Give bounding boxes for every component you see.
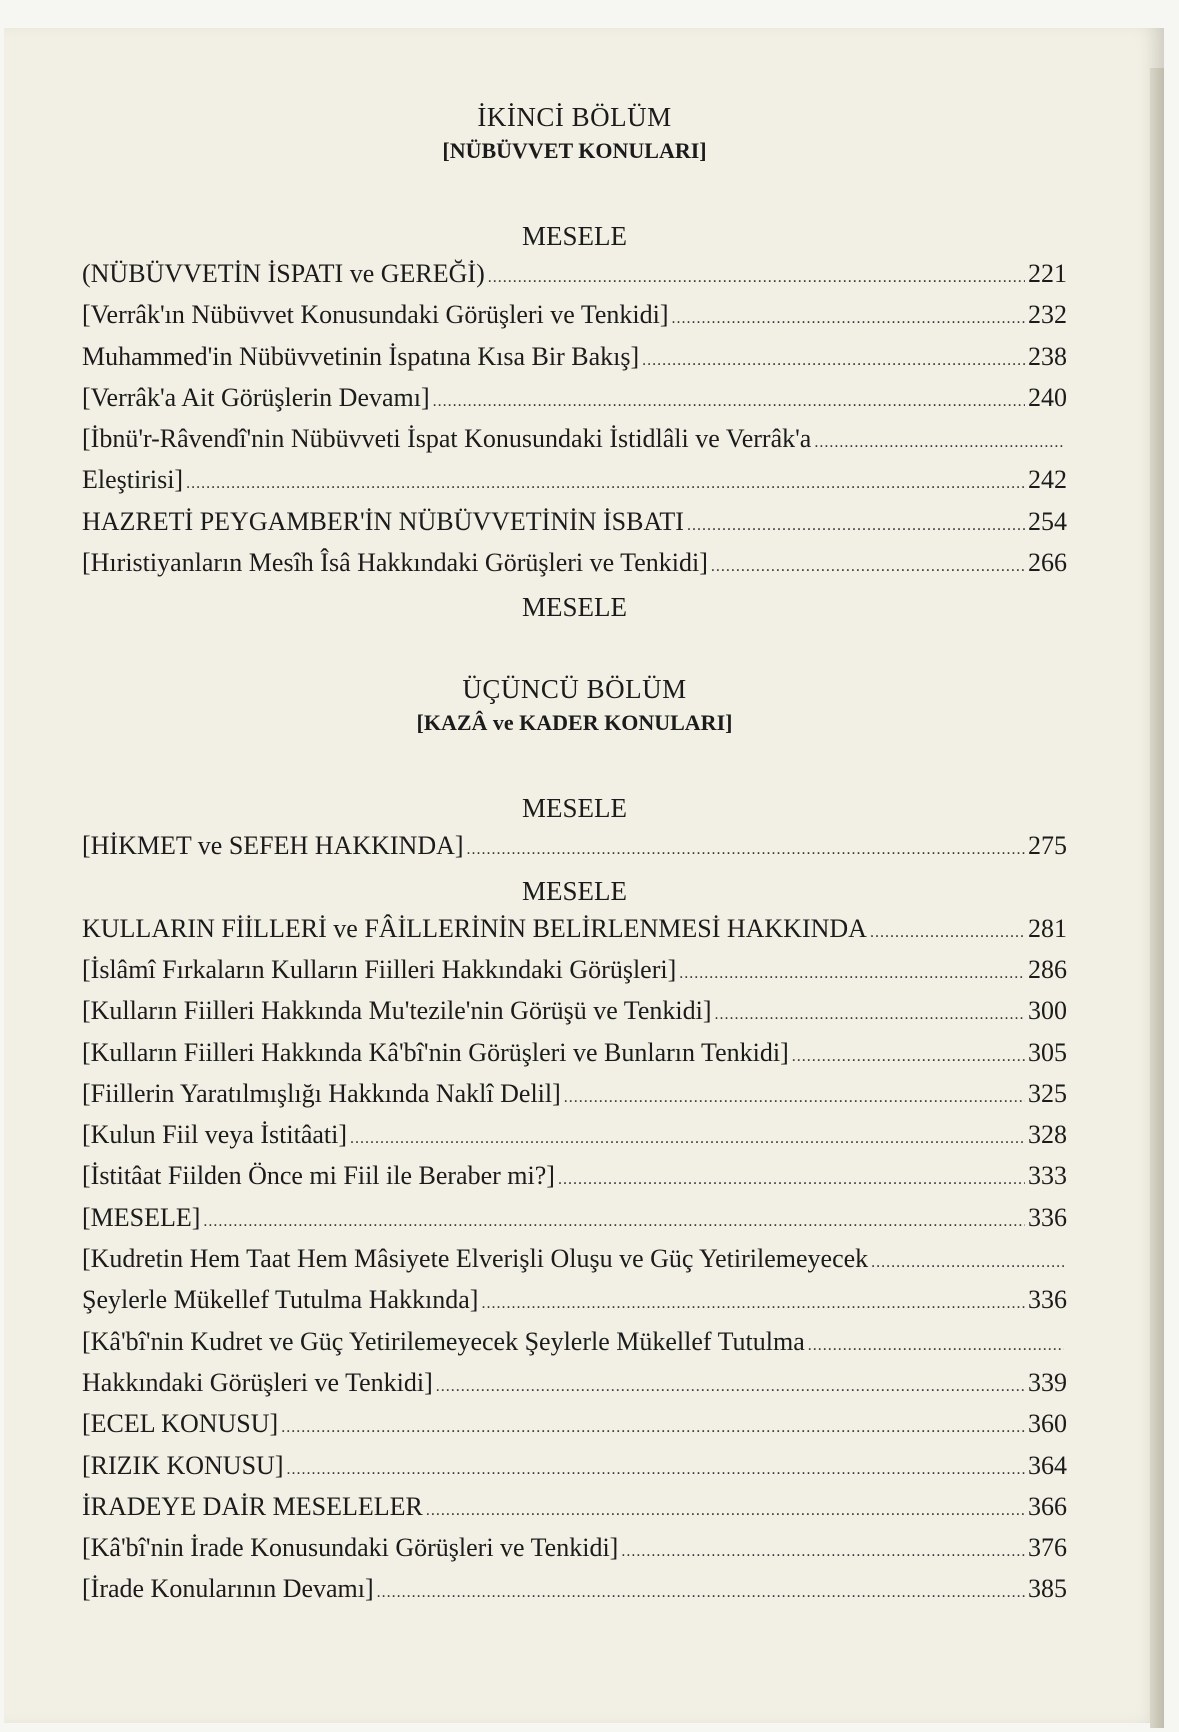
toc-entry (82, 1032, 1067, 1073)
dot-leader (715, 994, 1026, 1035)
toc-entry-title: [HİKMET ve SEFEH HAKKINDA] (82, 831, 464, 861)
toc-entry-title: [Kudretin Hem Taat Hem Mâsiyete Elverişli Oluşu ve Güç Yetirilemeyecek (82, 1244, 869, 1274)
toc-entry (82, 253, 1067, 294)
toc-entry-title: Hakkındaki Görüşleri ve Tenkidi] (82, 1367, 433, 1397)
dot-leader (281, 1407, 1025, 1448)
toc-entry (82, 825, 1067, 866)
dot-leader (711, 546, 1025, 587)
book-page (4, 28, 1164, 1723)
toc-entry-page: 266 (1028, 548, 1067, 578)
mesele-heading: MESELE (522, 875, 627, 906)
dot-leader (488, 257, 1025, 298)
toc-entry-page: 275 (1028, 831, 1067, 861)
toc-entry (82, 1445, 1067, 1486)
toc-entry (82, 1403, 1067, 1444)
toc-entry-page: 385 (1028, 1574, 1067, 1604)
toc-entry-page: 333 (1028, 1161, 1067, 1191)
dot-leader (792, 1036, 1025, 1077)
dot-leader (558, 1159, 1025, 1200)
dot-leader (436, 1366, 1025, 1407)
toc-entry (82, 1073, 1067, 1114)
toc-entry-page: 232 (1028, 300, 1067, 330)
toc-entry-page: 336 (1028, 1285, 1067, 1315)
toc-entry-title: [Verrâk'ın Nübüvvet Konusundaki Görüşleri ve Tenkidi] (82, 300, 669, 330)
dot-leader (621, 1531, 1025, 1572)
toc-entry (82, 1197, 1067, 1238)
toc-entry-page: 240 (1028, 382, 1067, 412)
toc-entry-title: İRADEYE DAİR MESELELER (82, 1491, 423, 1521)
dot-leader (808, 1325, 1064, 1366)
toc-entry (82, 336, 1067, 377)
table-of-contents (82, 88, 1067, 1610)
dot-leader (203, 1201, 1025, 1242)
toc-entry (82, 908, 1067, 949)
toc-entry-title: KULLARIN FİİLLERİ ve FÂİLLERİNİN BELİRLENMESİ HAKKINDA (82, 913, 867, 943)
toc-entry (82, 1486, 1067, 1527)
toc-entry-title: HAZRETİ PEYGAMBER'İN NÜBÜVVETİNİN İSBATI (82, 506, 684, 536)
toc-entry-title: [İbnü'r-Râvendî'nin Nübüvveti İspat Konusundaki İstidlâli ve Verrâk'a (82, 424, 812, 454)
dot-leader (870, 912, 1025, 953)
toc-entry-page: 366 (1028, 1491, 1067, 1521)
toc-entry-title: [Hıristiyanların Mesîh Îsâ Hakkındaki Görüşleri ve Tenkidi] (82, 548, 708, 578)
toc-entry-title: [İrade Konularının Devamı] (82, 1574, 374, 1604)
toc-entry (82, 294, 1067, 335)
toc-entry-title: (NÜBÜVVETİN İSPATI ve GEREĞİ) (82, 259, 485, 288)
toc-entry-title: [Kâ'bî'nin İrade Konusundaki Görüşleri ve Tenkidi] (82, 1533, 619, 1563)
dot-leader (350, 1118, 1025, 1159)
dot-leader (426, 1490, 1025, 1531)
spacer (82, 748, 1067, 784)
toc-entry-title: Şeylerle Mükellef Tutulma Hakkında] (82, 1285, 479, 1315)
toc-entry (82, 1362, 1067, 1403)
part-subtitle: [NÜBÜVVET KONULARI] (442, 138, 707, 163)
toc-entry-page: 242 (1028, 465, 1067, 495)
toc-entry-title: [Verrâk'a Ait Görüşlerin Devamı] (82, 382, 430, 412)
toc-entry-page: 376 (1028, 1533, 1067, 1563)
toc-entry-title: Muhammed'in Nübüvvetinin İspatına Kısa Bir Bakış] (82, 341, 640, 371)
toc-entry (82, 377, 1067, 418)
toc-entry-page: 286 (1028, 954, 1067, 984)
toc-entry (82, 1527, 1067, 1568)
toc-entry-page: 339 (1028, 1367, 1067, 1397)
dot-leader (564, 1077, 1025, 1118)
toc-entry (82, 990, 1067, 1031)
mesele-heading: MESELE (522, 793, 627, 824)
dot-leader (481, 1283, 1025, 1324)
part-subtitle: [KAZÂ ve KADER KONULARI] (416, 710, 733, 736)
toc-entry-page: 221 (1028, 259, 1067, 288)
dot-leader (286, 1449, 1025, 1490)
toc-entry-page: 254 (1028, 506, 1067, 536)
toc-entry (82, 459, 1067, 500)
toc-entry-page: 325 (1028, 1078, 1067, 1108)
toc-entry (82, 1114, 1067, 1155)
toc-entry-title: [RIZIK KONUSU] (82, 1450, 284, 1480)
dot-leader (186, 463, 1025, 504)
toc-entry-page: 238 (1028, 341, 1067, 371)
toc-entry-page: 360 (1028, 1409, 1067, 1439)
toc-entry-title: [İstitâat Fiilden Önce mi Fiil ile Beraber mi?] (82, 1161, 555, 1191)
dot-leader (814, 422, 1064, 463)
spacer (82, 176, 1067, 212)
toc-entry (82, 1238, 1067, 1279)
toc-entry-title: [Kâ'bî'nin Kudret ve Güç Yetirilemeyecek Şeylerle Mükellef Tutulma (82, 1326, 805, 1356)
dot-leader (377, 1572, 1025, 1613)
toc-entry-title: [MESELE] (82, 1202, 201, 1232)
toc-entry-page: 328 (1028, 1120, 1067, 1150)
dot-leader (687, 505, 1025, 546)
toc-entry-page: 281 (1028, 913, 1067, 943)
toc-entry-page: 305 (1028, 1037, 1067, 1067)
part-title: İKİNCİ BÖLÜM (477, 102, 672, 132)
toc-entry (82, 542, 1067, 583)
toc-entry-title: [Kulların Fiilleri Hakkında Mu'tezile'nin Görüşü ve Tenkidi] (82, 996, 712, 1026)
toc-entry-page: 364 (1028, 1450, 1067, 1480)
toc-entry-page: 336 (1028, 1202, 1067, 1232)
toc-entry (82, 1155, 1067, 1196)
toc-entry-title: [İslâmî Fırkaların Kulların Fiilleri Hakkındaki Görüşleri] (82, 954, 677, 984)
toc-entry (82, 418, 1067, 459)
toc-entry (82, 1568, 1067, 1609)
toc-entry (82, 949, 1067, 990)
dot-leader (467, 829, 1025, 870)
dot-leader (672, 298, 1025, 339)
page-edge-shadow (1150, 68, 1164, 1728)
toc-entry (82, 1321, 1067, 1362)
toc-entry-title: [Fiillerin Yaratılmışlığı Hakkında Naklî Delil] (82, 1078, 561, 1108)
mesele-heading: MESELE (522, 592, 627, 623)
toc-entry-title: Eleştirisi] (82, 465, 184, 495)
toc-entry-title: [Kulun Fiil veya İstitâati] (82, 1120, 348, 1150)
spacer (82, 624, 1067, 660)
dot-leader (871, 1242, 1064, 1283)
toc-entry-title: [ECEL KONUSU] (82, 1409, 279, 1439)
toc-entry (82, 501, 1067, 542)
dot-leader (642, 340, 1025, 381)
mesele-heading: MESELE (522, 221, 627, 251)
toc-entry-title: [Kulların Fiilleri Hakkında Kâ'bî'nin Görüşleri ve Bunların Tenkidi] (82, 1037, 789, 1067)
dot-leader (679, 953, 1025, 994)
part-title: ÜÇÜNCÜ BÖLÜM (462, 674, 687, 705)
dot-leader (433, 381, 1025, 422)
toc-entry (82, 1279, 1067, 1320)
toc-entry-page: 300 (1028, 996, 1067, 1026)
